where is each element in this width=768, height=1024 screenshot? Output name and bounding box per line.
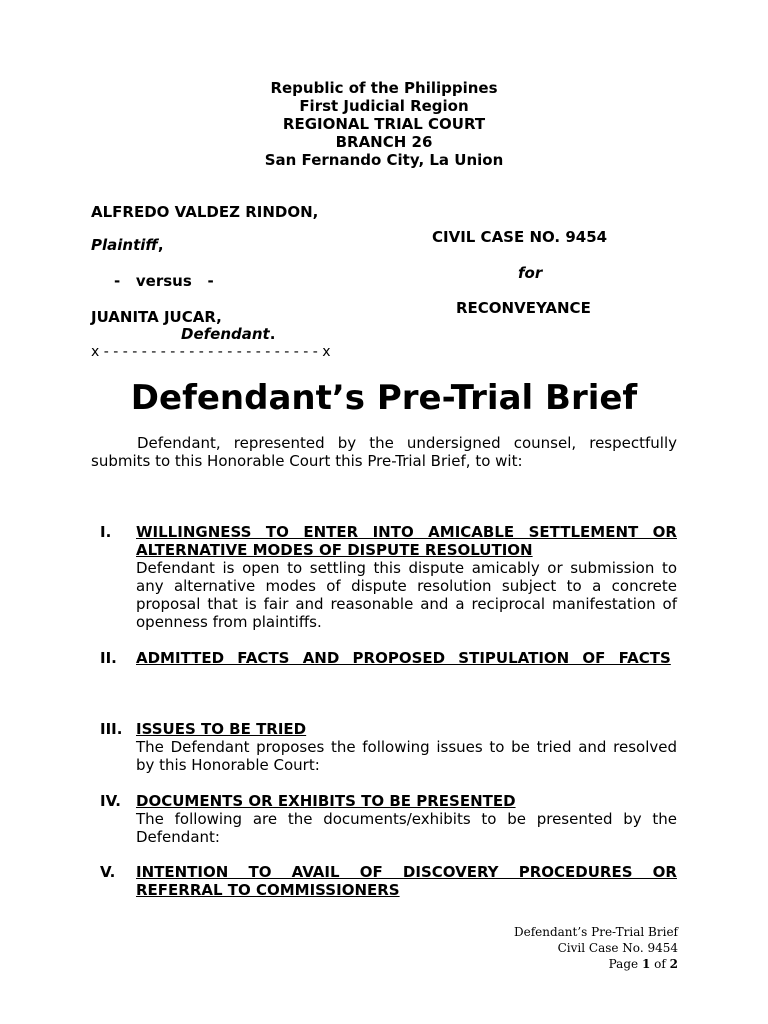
footer-case: Civil Case No. 9454	[557, 941, 678, 955]
section-5	[100, 863, 677, 899]
section-heading: INTENTION TO AVAIL OF DISCOVERY PROCEDURES OR REFERRAL TO COMMISSIONERS	[136, 863, 677, 899]
intro-paragraph	[91, 434, 677, 470]
footer-page-total: 2	[669, 957, 678, 971]
footer-title: Defendant’s Pre-Trial Brief	[513, 925, 678, 939]
section-4	[100, 792, 677, 846]
defendant-label: Defendant	[181, 325, 270, 343]
intro-text: Defendant, represented by the undersigned counsel, respectfully submits to this Honorable Court this Pre-Trial Brief, to wit:	[91, 434, 677, 470]
footer-page-number	[514, 956, 678, 972]
section-heading: ISSUES TO BE TRIED	[136, 720, 307, 738]
section-1	[100, 523, 677, 631]
defendant-period: .	[269, 325, 276, 343]
footer-page-of: of	[654, 957, 666, 971]
section-number: I.	[100, 523, 112, 541]
case-number: CIVIL CASE NO. 9454	[432, 228, 608, 246]
section-body: The following are the documents/exhibits to be presented by the Defendant:	[136, 810, 677, 846]
header-city: San Fernando City, La Union	[264, 151, 504, 169]
header-region: First Judicial Region	[299, 97, 469, 115]
section-body: Defendant is open to settling this dispute amicably or submission to any alternative modes of dispute resolution subject to a concrete proposal that is fair and reasonable and a reciprocal manifestation of openness from plaintiffs.	[136, 559, 677, 631]
versus-label: - versus -	[114, 272, 214, 290]
header-court: REGIONAL TRIAL COURT	[282, 115, 486, 133]
case-for-label: for	[518, 264, 543, 282]
header-republic: Republic of the Philippines	[270, 79, 498, 97]
case-type: RECONVEYANCE	[456, 299, 591, 317]
defendant-role	[181, 325, 275, 343]
section-heading: DOCUMENTS OR EXHIBITS TO BE PRESENTED	[136, 792, 516, 810]
court-header	[0, 79, 768, 169]
section-3	[100, 720, 677, 774]
plaintiff-label: Plaintiff	[91, 236, 158, 254]
plaintiff-role	[91, 236, 164, 254]
plaintiff-comma: ,	[157, 236, 164, 254]
header-branch: BRANCH 26	[335, 133, 433, 151]
caption-separator: x - - - - - - - - - - - - - - - - - - - - - - - x	[91, 344, 331, 360]
section-number: V.	[100, 863, 116, 881]
section-number: II.	[100, 649, 117, 667]
section-number: IV.	[100, 792, 121, 810]
section-heading: ADMITTED FACTS AND PROPOSED STIPULATION OF FACTS	[136, 649, 671, 667]
page-footer	[514, 924, 678, 972]
document-title: Defendant’s Pre-Trial Brief	[130, 378, 638, 418]
plaintiff-name: ALFREDO VALDEZ RINDON,	[91, 203, 319, 221]
footer-page-word: Page	[608, 957, 639, 971]
defendant-name: JUANITA JUCAR,	[91, 308, 222, 326]
section-number: III.	[100, 720, 123, 738]
footer-page-current: 1	[641, 957, 651, 971]
section-heading: WILLINGNESS TO ENTER INTO AMICABLE SETTLEMENT OR ALTERNATIVE MODES OF DISPUTE RESOLUTION	[136, 523, 677, 559]
section-body: The Defendant proposes the following issues to be tried and resolved by this Honorable Court:	[136, 738, 677, 774]
section-2	[100, 649, 677, 667]
